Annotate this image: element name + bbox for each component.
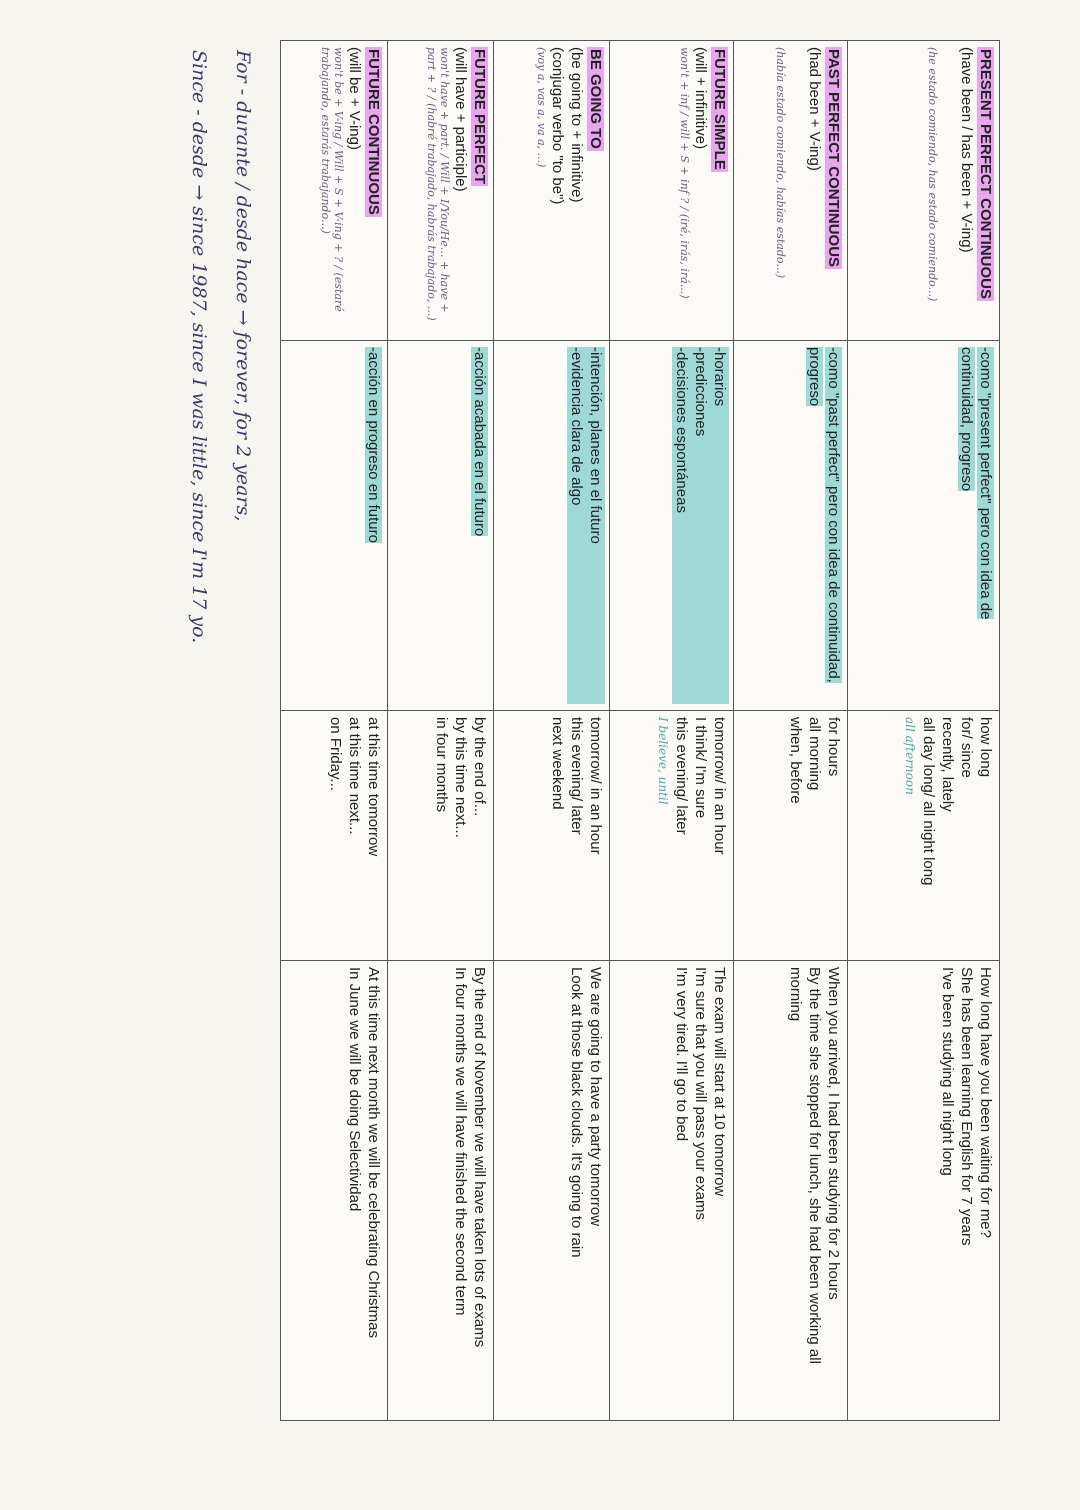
marker: this evening/ later — [567, 717, 585, 835]
example: I've been studying all night long — [939, 967, 956, 1176]
table-row — [281, 41, 388, 1421]
examples-cell — [387, 961, 494, 1421]
marker: for hours — [825, 717, 843, 777]
tense-cell — [387, 41, 494, 341]
handwritten-note: (había estado comiendo, habías estado...) — [774, 47, 788, 279]
example: When you arrived, I had been studying for 2 hours — [825, 967, 843, 1300]
marker: when, before — [787, 717, 805, 804]
handwritten-note: won't be + V-ing / Will + S + V-ing + ? / (estaré trabajando, estarás trabajando...) — [318, 47, 345, 312]
markers-cell — [609, 711, 733, 961]
use-text: -acción acabada en el futuro — [471, 347, 489, 537]
table-row — [609, 41, 733, 1421]
tenses-table — [280, 40, 1000, 1421]
handwritten-marker: I believe, until — [656, 717, 671, 805]
markers-cell — [387, 711, 494, 961]
marker: tomorrow/ in an hour — [711, 717, 729, 855]
use-text: -como "present perfect" pero con idea de continuidad, progreso — [958, 347, 994, 620]
tense-title: FUTURE CONTINUOUS — [364, 49, 382, 215]
use-text: -evidencia clara de algo — [567, 347, 586, 704]
tense-title: PAST PERFECT CONTINUOUS — [825, 49, 843, 268]
tense-form: (will have + participle) — [452, 47, 470, 192]
tense-form: (have been / has been + V-ing) — [958, 47, 975, 253]
handwritten-note: won't have + part. / Will + I/You/He... + have + part + ? / (habré trabajado, habrás trabajado, ...) — [425, 47, 452, 321]
example: In four months we will have finished the second term — [452, 967, 470, 1316]
rotated-sheet — [10, 10, 1070, 1500]
example: In June we will be doing Selectividad — [345, 967, 363, 1212]
example: She has been learning English for 7 years — [958, 967, 975, 1246]
for-note: For - durante / desde hace → forever, for 2 years, — [232, 50, 254, 522]
marker: at this time next... — [345, 717, 363, 835]
tense-form-note: (conjugar verbo "to be") — [548, 47, 566, 205]
markers-cell — [281, 711, 388, 961]
use-text: -horarios — [710, 347, 729, 704]
example: The exam will start at 10 tomorrow — [711, 967, 729, 1197]
marker: by the end of... — [471, 717, 489, 817]
example: Look at those black clouds. It's going to rain — [567, 967, 585, 1258]
markers-cell — [494, 711, 609, 961]
tense-cell — [848, 41, 1000, 341]
marker: at this time tomorrow — [364, 717, 382, 857]
examples-cell — [494, 961, 609, 1421]
example: I'm very tired. I'll go to bed — [673, 967, 691, 1142]
tense-cell — [734, 41, 848, 341]
marker: in four months — [433, 717, 451, 813]
marker: next weekend — [548, 717, 566, 810]
marker: tomorrow/ in an hour — [586, 717, 604, 855]
marker: all morning — [806, 717, 824, 791]
marker: all day long/ all night long — [920, 717, 937, 886]
tense-title: FUTURE PERFECT — [471, 49, 489, 184]
tense-form: (will be + V-ing) — [345, 47, 363, 150]
handwritten-notes — [177, 50, 265, 643]
handwritten-note: (voy a, vas a, va a, ...) — [534, 47, 548, 168]
tense-form: (had been + V-ing) — [806, 47, 824, 171]
use-cell — [494, 341, 609, 711]
use-cell — [281, 341, 388, 711]
examples-cell — [848, 961, 1000, 1421]
use-text: -predicciones — [691, 347, 710, 704]
tense-title: FUTURE SIMPLE — [711, 49, 729, 170]
markers-cell — [734, 711, 848, 961]
since-note: Since - desde → since 1987, since I was little, since I'm 17 yo. — [188, 50, 210, 644]
table-row — [734, 41, 848, 1421]
use-cell — [848, 341, 1000, 711]
marker: by this time next... — [452, 717, 470, 838]
handwritten-marker: all afternoon — [903, 717, 917, 795]
use-text: -como "past perfect" pero con idea de continuidad, progreso — [806, 347, 843, 683]
examples-cell — [609, 961, 733, 1421]
examples-cell — [734, 961, 848, 1421]
tense-title: PRESENT PERFECT CONTINUOUS — [977, 49, 994, 300]
example: How long have you been waiting for me? — [977, 967, 994, 1238]
example: At this time next month we will be celebrating Christmas — [364, 967, 382, 1338]
table-row — [387, 41, 494, 1421]
markers-cell — [848, 711, 1000, 961]
use-text: -intención, planes en el futuro — [586, 347, 605, 704]
handwritten-note: won't + inf / will + S + inf ? / (iré, irás, irá...) — [678, 47, 692, 299]
use-cell — [609, 341, 733, 711]
tense-form: (will + infinitive) — [692, 47, 710, 150]
marker: this evening/ later — [673, 717, 691, 835]
marker: how long — [977, 717, 994, 778]
example: By the end of November we will have taken lots of exams — [471, 967, 489, 1348]
table-row — [494, 41, 609, 1421]
marker: I think/ I'm sure — [692, 717, 710, 819]
handwritten-note: (he estado comiendo, has estado comiendo...) — [926, 47, 939, 302]
use-cell — [734, 341, 848, 711]
example: I'm sure that you will pass your exams — [692, 967, 710, 1220]
table-row — [848, 41, 1000, 1421]
tense-cell — [281, 41, 388, 341]
example: We are going to have a party tomorrow — [586, 967, 604, 1227]
use-cell — [387, 341, 494, 711]
marker: on Friday... — [326, 717, 344, 791]
use-text: -decisiones espontáneas — [672, 347, 691, 704]
tense-form: (be going to + infinitive) — [567, 47, 585, 203]
examples-cell — [281, 961, 388, 1421]
use-text: -acción en progreso en futuro — [364, 347, 382, 543]
tense-cell — [494, 41, 609, 341]
tense-cell — [609, 41, 733, 341]
tense-title: BE GOING TO — [586, 49, 604, 149]
example: By the time she stopped for lunch, she had been working all morning — [787, 967, 824, 1364]
marker: for/ since — [958, 717, 975, 778]
marker: recently, lately — [939, 717, 956, 812]
